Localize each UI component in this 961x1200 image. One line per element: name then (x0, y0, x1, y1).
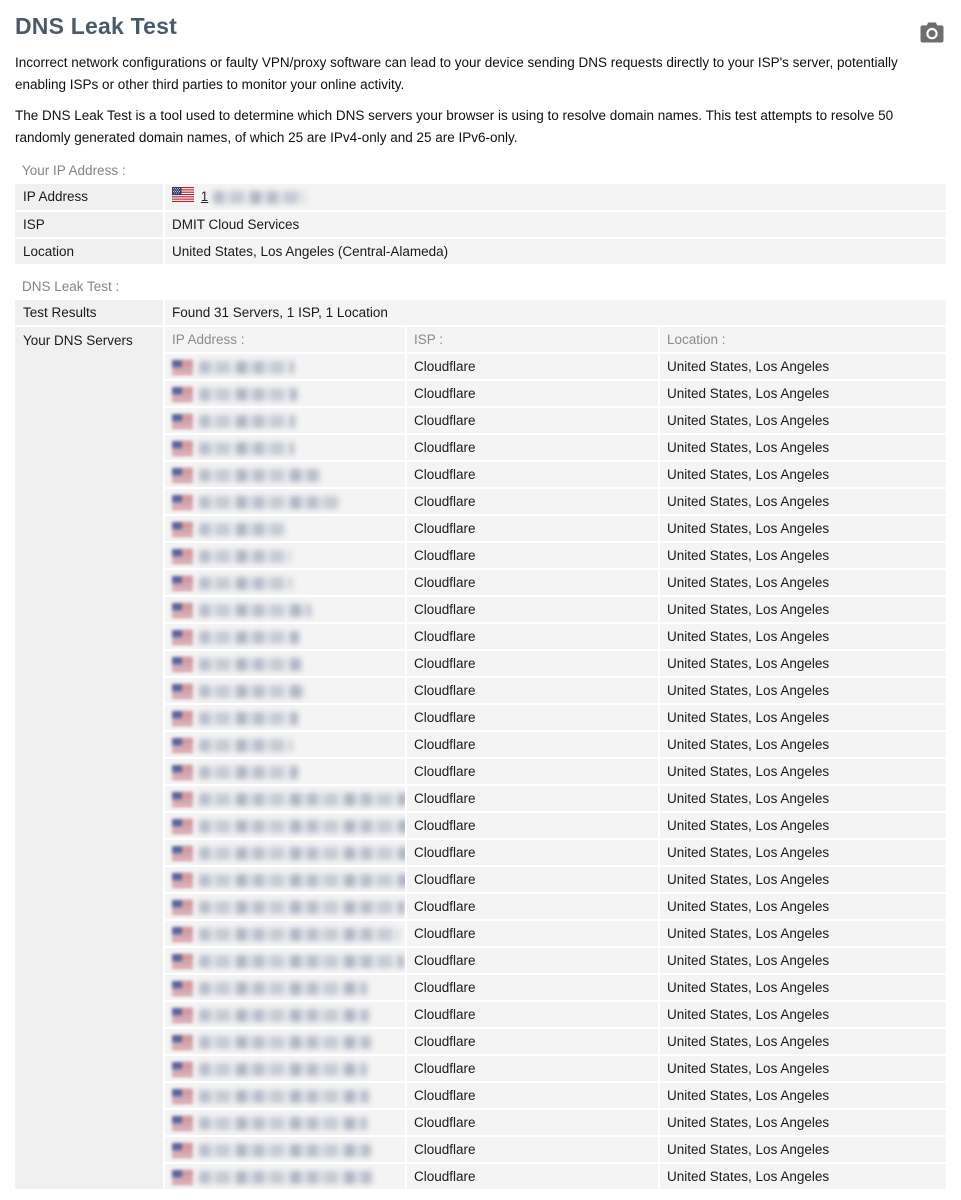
dns-server-location: United States, Los Angeles (660, 1056, 946, 1081)
dns-server-ip-cell (165, 867, 405, 892)
dns-server-ip-cell (165, 1056, 405, 1081)
dns-server-row (165, 651, 946, 676)
us-flag-icon (172, 190, 198, 205)
dns-server-row (165, 705, 946, 730)
dns-server-isp: Cloudflare (407, 354, 658, 379)
masked-ip-value (199, 577, 292, 590)
dns-server-isp: Cloudflare (407, 1164, 658, 1189)
dns-server-row (165, 408, 946, 433)
masked-ip-value (199, 982, 367, 995)
location-label: Location (15, 239, 163, 264)
us-flag-blurred-icon (172, 819, 193, 834)
dns-server-location: United States, Los Angeles (660, 840, 946, 865)
dns-server-row (165, 759, 946, 784)
dns-server-ip-cell (165, 435, 405, 460)
masked-ip-value (199, 1144, 371, 1157)
ip-address-label: IP Address (15, 184, 163, 210)
dns-server-isp: Cloudflare (407, 1083, 658, 1108)
dns-leak-test-table (15, 300, 946, 1189)
us-flag-blurred-icon (172, 576, 193, 591)
dns-server-location: United States, Los Angeles (660, 732, 946, 757)
masked-ip-value (199, 1036, 371, 1049)
dns-server-row (165, 1029, 946, 1054)
dns-server-isp: Cloudflare (407, 894, 658, 919)
dns-server-isp: Cloudflare (407, 1002, 658, 1027)
dns-server-ip-cell (165, 1137, 405, 1162)
ip-info-table (15, 184, 946, 264)
dns-server-isp: Cloudflare (407, 975, 658, 1000)
us-flag-blurred-icon (172, 927, 193, 942)
dns-server-location: United States, Los Angeles (660, 651, 946, 676)
dns-server-ip-cell (165, 1164, 405, 1189)
dns-server-row (165, 1110, 946, 1135)
us-flag-blurred-icon (172, 1170, 193, 1185)
screenshot-camera-button[interactable] (920, 22, 944, 43)
dns-server-location: United States, Los Angeles (660, 1110, 946, 1135)
us-flag-blurred-icon (172, 522, 193, 537)
dns-server-location: United States, Los Angeles (660, 975, 946, 1000)
dns-server-location: United States, Los Angeles (660, 894, 946, 919)
dns-server-ip-cell (165, 462, 405, 487)
masked-ip-value (199, 658, 301, 671)
dns-server-row (165, 840, 946, 865)
dns-server-isp: Cloudflare (407, 489, 658, 514)
dns-server-row (165, 921, 946, 946)
dns-server-isp: Cloudflare (407, 867, 658, 892)
dns-server-row (165, 543, 946, 568)
masked-ip-value (199, 361, 294, 374)
masked-ip-value (199, 1171, 372, 1184)
dns-server-ip-cell (165, 975, 405, 1000)
dns-server-isp: Cloudflare (407, 732, 658, 757)
masked-ip-value (199, 955, 404, 968)
dns-server-location: United States, Los Angeles (660, 435, 946, 460)
dns-server-row (165, 975, 946, 1000)
location-row (15, 239, 946, 264)
dns-server-isp: Cloudflare (407, 462, 658, 487)
us-flag-blurred-icon (172, 1008, 193, 1023)
masked-ip-value (199, 604, 311, 617)
us-flag-blurred-icon (172, 1089, 193, 1104)
masked-ip-value (199, 496, 339, 509)
masked-ip-value (199, 712, 298, 725)
dns-server-isp: Cloudflare (407, 705, 658, 730)
us-flag-blurred-icon (172, 711, 193, 726)
us-flag-blurred-icon (172, 657, 193, 672)
dns-server-location: United States, Los Angeles (660, 705, 946, 730)
ip-address-value (165, 184, 946, 210)
masked-ip-value (199, 415, 295, 428)
dns-server-location: United States, Los Angeles (660, 543, 946, 568)
masked-ip-value (199, 793, 405, 806)
dns-server-row (165, 1164, 946, 1189)
dns-server-row (165, 948, 946, 973)
ip-address-row (15, 184, 946, 210)
dns-server-isp: Cloudflare (407, 543, 658, 568)
dns-server-row (165, 813, 946, 838)
masked-ip-value (199, 928, 399, 941)
dns-server-isp: Cloudflare (407, 921, 658, 946)
masked-ip-value (199, 820, 405, 833)
dns-servers-row (15, 327, 946, 1189)
masked-ip-value (199, 550, 291, 563)
dns-server-row (165, 1056, 946, 1081)
dns-server-isp: Cloudflare (407, 381, 658, 406)
dns-server-isp: Cloudflare (407, 786, 658, 811)
camera-icon (920, 31, 944, 46)
ip-address-link[interactable]: 1 (200, 189, 209, 204)
isp-value: DMIT Cloud Services (165, 212, 946, 237)
dns-server-location: United States, Los Angeles (660, 867, 946, 892)
dns-server-row (165, 381, 946, 406)
us-flag-blurred-icon (172, 549, 193, 564)
dns-server-ip-cell (165, 570, 405, 595)
dns-server-ip-cell (165, 705, 405, 730)
dns-server-ip-cell (165, 948, 405, 973)
masked-ip-value (199, 388, 297, 401)
dns-server-row (165, 867, 946, 892)
test-results-label: Test Results (15, 300, 163, 325)
dns-server-ip-cell (165, 651, 405, 676)
us-flag-blurred-icon (172, 1062, 193, 1077)
us-flag-blurred-icon (172, 603, 193, 618)
dns-server-isp: Cloudflare (407, 759, 658, 784)
masked-ip-value (199, 631, 299, 644)
your-ip-address-heading: Your IP Address : (22, 163, 126, 178)
dns-server-ip-cell (165, 624, 405, 649)
dns-server-ip-cell (165, 1002, 405, 1027)
us-flag-blurred-icon (172, 468, 193, 483)
dns-server-row (165, 435, 946, 460)
dns-server-ip-cell (165, 894, 405, 919)
masked-ip-value (199, 874, 405, 887)
us-flag-blurred-icon (172, 954, 193, 969)
dns-server-ip-cell (165, 732, 405, 757)
masked-ip-value (199, 1117, 367, 1130)
dns-server-ip-cell (165, 543, 405, 568)
dns-server-isp: Cloudflare (407, 570, 658, 595)
masked-ip-value (199, 469, 321, 482)
us-flag-blurred-icon (172, 1035, 193, 1050)
dns-server-ip-cell (165, 408, 405, 433)
location-value: United States, Los Angeles (Central-Alameda) (165, 239, 946, 264)
masked-ip-value (199, 1063, 367, 1076)
test-results-row (15, 300, 946, 325)
masked-ip-value (199, 766, 298, 779)
dns-server-row (165, 624, 946, 649)
dns-server-isp: Cloudflare (407, 1056, 658, 1081)
test-results-value: Found 31 Servers, 1 ISP, 1 Location (165, 300, 946, 325)
page-title: DNS Leak Test (15, 13, 177, 39)
dns-server-row (165, 516, 946, 541)
dns-server-ip-cell (165, 516, 405, 541)
dns-server-isp: Cloudflare (407, 840, 658, 865)
dns-servers-table (165, 327, 946, 1189)
dns-server-isp: Cloudflare (407, 948, 658, 973)
dns-server-ip-cell (165, 1110, 405, 1135)
dns-server-ip-cell (165, 786, 405, 811)
us-flag-blurred-icon (172, 495, 193, 510)
dns-server-row (165, 354, 946, 379)
dns-server-row (165, 489, 946, 514)
dns-server-ip-cell (165, 354, 405, 379)
dns-server-isp: Cloudflare (407, 678, 658, 703)
dns-server-isp: Cloudflare (407, 516, 658, 541)
column-header-ip: IP Address : (165, 327, 405, 352)
dns-server-isp: Cloudflare (407, 1029, 658, 1054)
isp-label: ISP (15, 212, 163, 237)
dns-server-isp: Cloudflare (407, 435, 658, 460)
dns-server-row (165, 678, 946, 703)
us-flag-blurred-icon (172, 414, 193, 429)
us-flag-blurred-icon (172, 1116, 193, 1131)
dns-server-location: United States, Los Angeles (660, 570, 946, 595)
dns-server-isp: Cloudflare (407, 597, 658, 622)
us-flag-blurred-icon (172, 630, 193, 645)
us-flag-blurred-icon (172, 765, 193, 780)
masked-ip-value (199, 685, 305, 698)
dns-server-location: United States, Los Angeles (660, 462, 946, 487)
dns-server-ip-cell (165, 1083, 405, 1108)
dns-server-location: United States, Los Angeles (660, 408, 946, 433)
us-flag-blurred-icon (172, 873, 193, 888)
us-flag-blurred-icon (172, 360, 193, 375)
dns-server-ip-cell (165, 921, 405, 946)
dns-server-location: United States, Los Angeles (660, 624, 946, 649)
us-flag-blurred-icon (172, 387, 193, 402)
us-flag-blurred-icon (172, 738, 193, 753)
dns-server-isp: Cloudflare (407, 651, 658, 676)
dns-server-location: United States, Los Angeles (660, 1137, 946, 1162)
intro-paragraph-1: Incorrect network configurations or faulty VPN/proxy software can lead to your device sending DNS requests directly to your ISP's server, potentially enabling ISPs or other third parties to monitor your online activity. (15, 55, 898, 92)
dns-server-row (165, 462, 946, 487)
dns-servers-table-wrap (165, 327, 946, 1189)
dns-server-row (165, 570, 946, 595)
dns-server-row (165, 732, 946, 757)
isp-row (15, 212, 946, 237)
dns-server-ip-cell (165, 489, 405, 514)
dns-server-location: United States, Los Angeles (660, 516, 946, 541)
dns-server-ip-cell (165, 381, 405, 406)
masked-ip-value (199, 901, 405, 914)
dns-server-ip-cell (165, 840, 405, 865)
dns-server-location: United States, Los Angeles (660, 921, 946, 946)
dns-table-header-row (165, 327, 946, 352)
masked-ip-value (199, 1090, 369, 1103)
dns-server-location: United States, Los Angeles (660, 1002, 946, 1027)
intro-paragraph-2: The DNS Leak Test is a tool used to determine which DNS servers your browser is using to resolve domain names. This test attempts to resolve 50 randomly generated domain names, of which 25 are IPv4-only and 25 are IPv6-only. (15, 108, 894, 145)
us-flag-blurred-icon (172, 846, 193, 861)
dns-server-row (165, 597, 946, 622)
dns-server-isp: Cloudflare (407, 624, 658, 649)
masked-ip-value (199, 442, 294, 455)
dns-server-isp: Cloudflare (407, 813, 658, 838)
us-flag-blurred-icon (172, 981, 193, 996)
us-flag-blurred-icon (172, 684, 193, 699)
dns-server-location: United States, Los Angeles (660, 597, 946, 622)
dns-server-location: United States, Los Angeles (660, 786, 946, 811)
dns-server-ip-cell (165, 1029, 405, 1054)
dns-server-isp: Cloudflare (407, 1110, 658, 1135)
us-flag-blurred-icon (172, 1143, 193, 1158)
dns-server-isp: Cloudflare (407, 408, 658, 433)
dns-server-ip-cell (165, 813, 405, 838)
dns-server-location: United States, Los Angeles (660, 1083, 946, 1108)
masked-ip-value (199, 1009, 369, 1022)
dns-servers-label: Your DNS Servers (15, 327, 163, 1189)
dns-server-location: United States, Los Angeles (660, 1164, 946, 1189)
dns-server-ip-cell (165, 759, 405, 784)
column-header-location: Location : (660, 327, 946, 352)
dns-server-isp: Cloudflare (407, 1137, 658, 1162)
masked-ip-value (199, 847, 405, 860)
dns-server-location: United States, Los Angeles (660, 678, 946, 703)
masked-ip-value (199, 739, 292, 752)
dns-server-ip-cell (165, 597, 405, 622)
dns-server-row (165, 1083, 946, 1108)
masked-ip-value (213, 191, 305, 204)
dns-server-location: United States, Los Angeles (660, 759, 946, 784)
dns-server-location: United States, Los Angeles (660, 813, 946, 838)
dns-server-row (165, 1002, 946, 1027)
dns-server-row (165, 786, 946, 811)
dns-server-location: United States, Los Angeles (660, 489, 946, 514)
column-header-isp: ISP : (407, 327, 658, 352)
dns-server-ip-cell (165, 678, 405, 703)
us-flag-blurred-icon (172, 900, 193, 915)
dns-server-location: United States, Los Angeles (660, 1029, 946, 1054)
dns-server-location: United States, Los Angeles (660, 948, 946, 973)
dns-leak-test-heading: DNS Leak Test : (22, 278, 120, 294)
us-flag-blurred-icon (172, 792, 193, 807)
dns-server-location: United States, Los Angeles (660, 381, 946, 406)
us-flag-blurred-icon (172, 441, 193, 456)
page-header (15, 13, 946, 40)
dns-server-location: United States, Los Angeles (660, 354, 946, 379)
masked-ip-value (199, 523, 285, 536)
dns-server-row (165, 894, 946, 919)
dns-server-row (165, 1137, 946, 1162)
